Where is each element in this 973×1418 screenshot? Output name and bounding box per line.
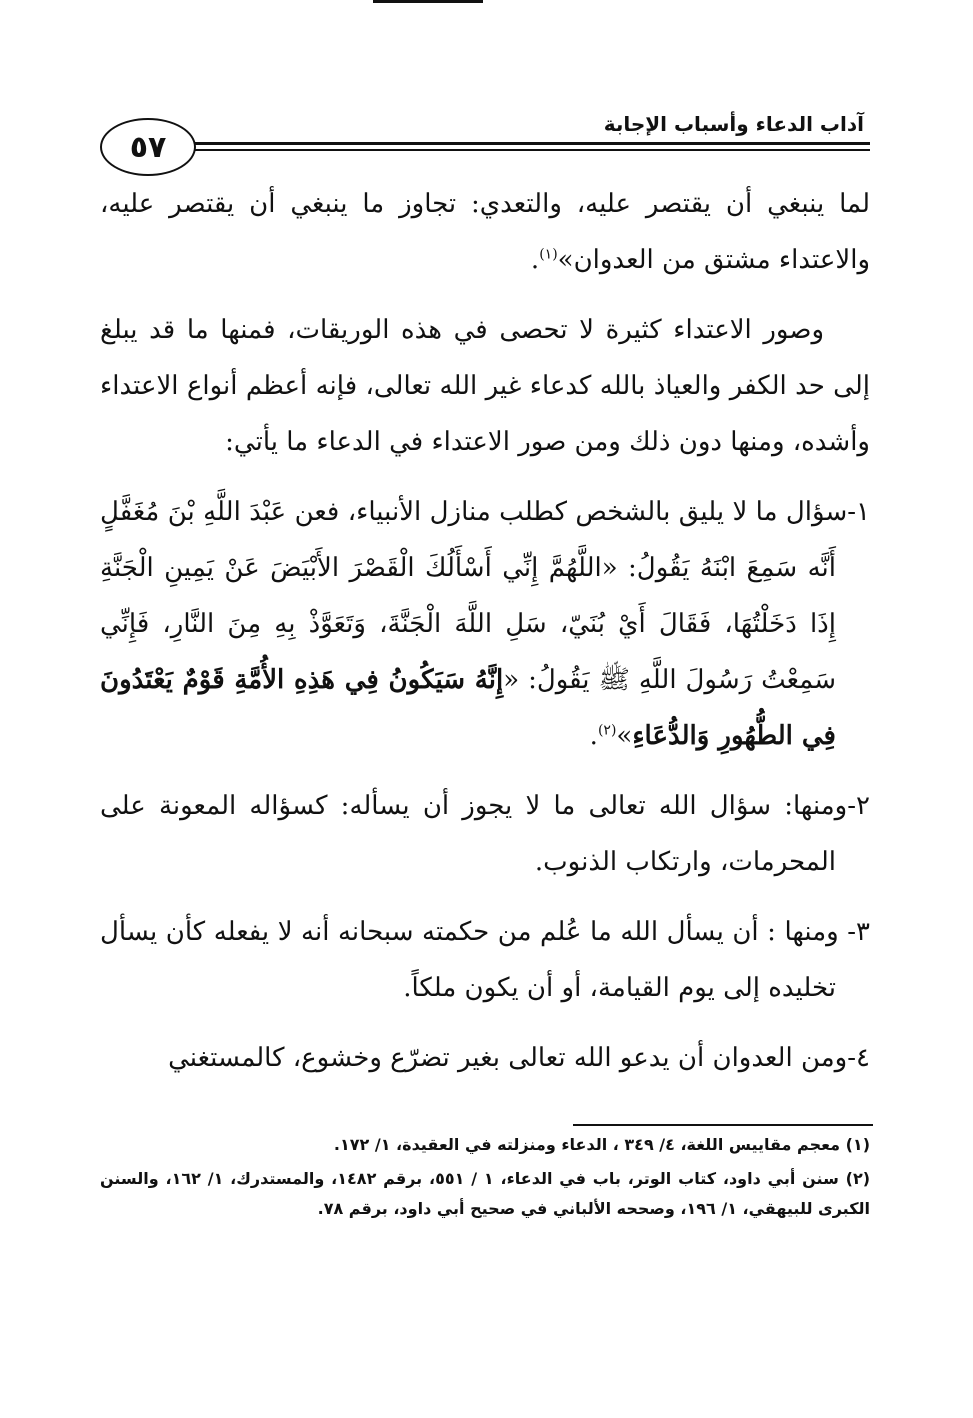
item-1-end: . — [589, 721, 598, 751]
continuation-text: لما ينبغي أن يقتصر عليه، والتعدي: تجاوز ما ينبغي أن يقتصر عليه، والاعتداء مشتق من العدوان» — [100, 189, 870, 275]
footnote-ref-2[interactable]: (٢) — [597, 722, 617, 739]
list-item: ٢-ومنها: سؤال الله تعالى ما لا يجوز أن يسأله: كسؤاله المعونة على المحرمات، وارتكاب الذنوب. — [100, 791, 870, 877]
list-item: ٤-ومن العدوان أن يدعو الله تعالى بغير تضرّع وخشوع، كالمستغني — [168, 1043, 870, 1073]
item-1-hadith: إِنَّهُ سَيَكُونُ فِي هَذِهِ الأُمَّةِ قَوْمٌ يَعْتَدُونَ فِي الطُّهُورِ وَالدُّعَاءِ — [100, 665, 836, 751]
item-1-close: » — [616, 721, 633, 751]
item-1-text: ١-سؤال ما لا يليق بالشخص كطلب منازل الأنبياء، فعن عَبْدَ اللَّهِ بْنَ مُغَفَّلٍ أَنَّه سَمِعَ ابْنَهُ يَقُولُ: «اللَّهُمَّ إِنِّي أَسْأَلُكَ الْقَصْرَ الأَبْيَضَ عَنْ يَمِينِ الْجَنَّةِ إِذَا دَخَلْتُهَا، فَقَالَ أَيْ بُنَيّ، سَلِ اللَّهَ الْجَنَّةَ، وَتَعَوَّذْ بِهِ مِنَ النَّارِ، فَإِنِّي سَمِعْتُ رَسُولَ اللَّهِ ﷺ يَقُولُ: « — [100, 497, 870, 695]
header-rule-thick — [182, 142, 870, 145]
header-rule-thin — [182, 149, 870, 151]
page-number — [100, 118, 196, 176]
intro-paragraph: وصور الاعتداء كثيرة لا تحصى في هذه الوريقات، فمنها ما قد يبلغ إلى حد الكفر والعياذ بالله كدعاء غير الله تعالى، فإنه أعظم أنواع الاعتداء وأشده، ومنها دون ذلك ومن صور الاعتداء في الدعاء ما يأتي: — [100, 315, 870, 457]
main-text — [100, 176, 870, 1100]
page-number-text: ٥٧ — [129, 129, 167, 165]
running-title: آداب الدعاء وأسباب الإجابة — [603, 112, 864, 136]
top-edge-mark — [373, 0, 483, 3]
footnotes — [100, 1130, 870, 1228]
list-item: ٣- ومنها : أن يسأل الله ما عُلم من حكمته سبحانه أنه لا يفعله كأن يسأل تخليده إلى يوم القيامة، أو أن يكون ملكاً. — [100, 917, 870, 1003]
continuation-end: . — [530, 245, 540, 275]
footnote-2: (٢) سنن أبي داود، كتاب الوتر، باب في الدعاء، ١ / ٥٥١، برقم ١٤٨٢، والمستدرك، ١/ ١٦٢، والسنن الكبرى للبيهقي، ١/ ١٩٦، وصححه الألباني في صحيح أبي داود، برقم ٧٨. — [100, 1169, 871, 1218]
footnote-separator — [573, 1124, 873, 1126]
list-item — [100, 484, 870, 764]
continuation-paragraph — [100, 176, 870, 288]
footnote-1: (١) معجم مقاييس اللغة، ٤/ ٣٤٩ ، الدعاء ومنزلته في العقيدة، ١/ ١٧٢. — [333, 1135, 870, 1154]
footnote-ref-1[interactable]: (١) — [539, 246, 558, 263]
